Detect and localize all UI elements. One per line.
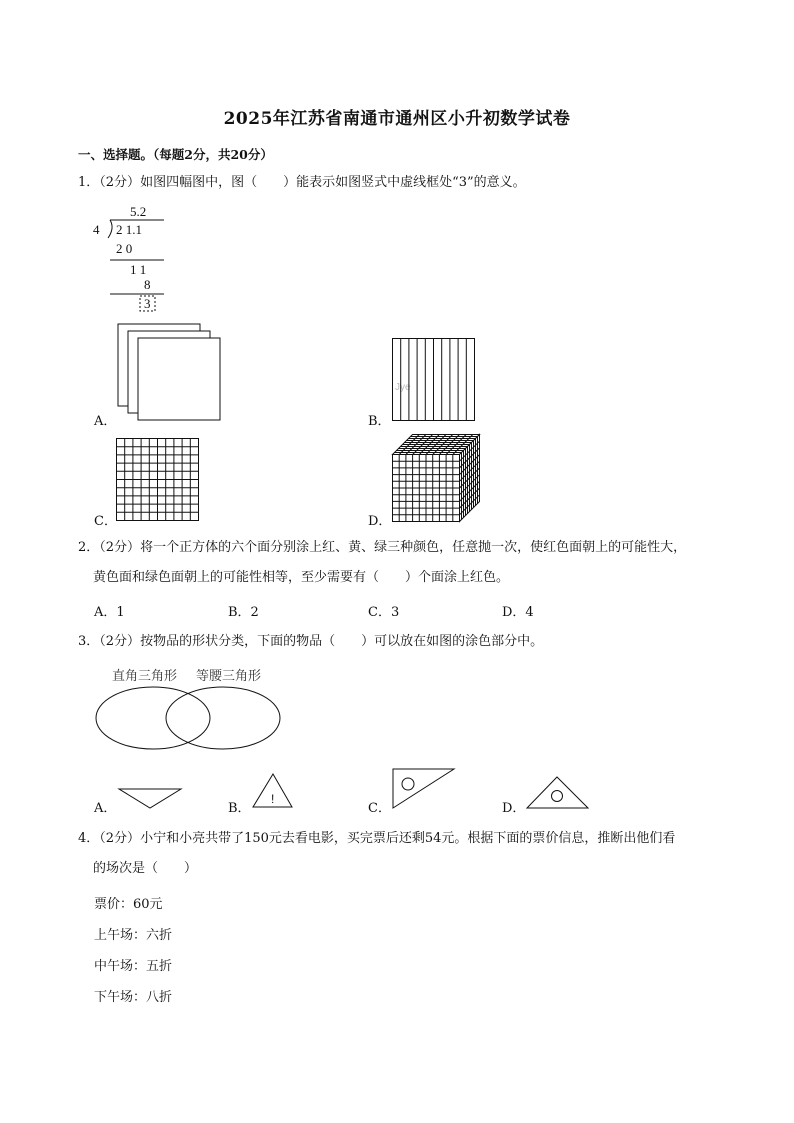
question-text-line-1: 将一个正方体的六个面分别涂上红、黄、绿三种颜色，任意抛一次，使红色面朝上的可能性大， bbox=[140, 540, 687, 555]
question-number: 4． bbox=[78, 831, 100, 846]
question-number: 2． bbox=[78, 540, 100, 555]
step-1: 2 0 bbox=[116, 241, 133, 256]
afternoon-show: 下午场：八折 bbox=[94, 990, 173, 1005]
q1-option-b-label[interactable]: B． bbox=[368, 414, 391, 429]
q3-option-a-label[interactable]: A． bbox=[94, 801, 117, 816]
division-bracket bbox=[108, 220, 112, 238]
page-title: 2025年江苏省南通市通州区小升初数学试卷 bbox=[223, 109, 571, 129]
section-heading: 一、选择题。（每题2分，共20分） bbox=[78, 147, 273, 162]
venn-diagram bbox=[96, 686, 286, 752]
q1-option-a-label[interactable]: A． bbox=[94, 414, 117, 429]
noon-show: 中午场：五折 bbox=[94, 959, 173, 974]
remainder: 3 bbox=[144, 296, 151, 311]
long-division-figure bbox=[88, 200, 178, 315]
question-number: 1． bbox=[78, 175, 100, 190]
q3-option-c-label[interactable]: C． bbox=[368, 801, 391, 816]
question-4 bbox=[78, 824, 675, 884]
question-text-line-1: 小宁和小亮共带了150元去看电影，买完票后还剩54元。根据下面的票价信息，推断出他们看 bbox=[140, 831, 676, 846]
question-2 bbox=[78, 533, 686, 593]
question-text: 按物品的形状分类，下面的物品（ ）可以放在如图的涂色部分中。 bbox=[140, 634, 544, 649]
q3-option-a-figure[interactable] bbox=[118, 788, 184, 810]
q2-option-b[interactable]: B．2 bbox=[228, 605, 259, 620]
question-score: （2分） bbox=[99, 634, 141, 649]
q3-option-c-figure[interactable] bbox=[392, 768, 458, 810]
quotient: 5.2 bbox=[130, 204, 147, 219]
morning-show: 上午场：六折 bbox=[94, 928, 173, 943]
venn-label-right-triangle: 直角三角形 bbox=[112, 669, 178, 684]
q2-option-d[interactable]: D．4 bbox=[502, 605, 534, 620]
question-score: （2分） bbox=[99, 175, 141, 190]
question-text-line-2: 的场次是（ ） bbox=[93, 861, 198, 876]
q1-option-a-figure[interactable] bbox=[116, 322, 226, 422]
q1-option-d-label[interactable]: D． bbox=[368, 514, 392, 529]
q2-option-c[interactable]: C．3 bbox=[368, 605, 400, 620]
dividend: 2 1.1 bbox=[116, 222, 142, 237]
q1-option-c-label[interactable]: C． bbox=[94, 514, 117, 529]
q3-option-d-label[interactable]: D． bbox=[502, 801, 526, 816]
question-3 bbox=[78, 627, 543, 657]
question-score: （2分） bbox=[99, 831, 141, 846]
question-score: （2分） bbox=[99, 540, 141, 555]
warning-mark: ! bbox=[271, 792, 275, 806]
venn-label-isosceles-triangle: 等腰三角形 bbox=[196, 669, 262, 684]
ticket-price: 票价：60元 bbox=[94, 897, 163, 912]
step-3: 8 bbox=[144, 277, 151, 292]
watermark: Jye bbox=[395, 382, 411, 393]
question-text-line-2: 黄色面和绿色面朝上的可能性相等，至少需要有（ ）个面涂上红色。 bbox=[93, 570, 510, 585]
q3-option-d-figure[interactable] bbox=[526, 776, 590, 810]
question-1 bbox=[78, 168, 526, 198]
q1-option-c-figure[interactable] bbox=[116, 438, 200, 522]
divisor: 4 bbox=[93, 222, 100, 237]
question-number: 3． bbox=[78, 634, 100, 649]
q1-option-d-figure[interactable] bbox=[392, 432, 482, 524]
question-text: 如图四幅图中，图（ ）能表示如图竖式中虚线框处“3”的意义。 bbox=[140, 175, 526, 190]
q3-option-b-label[interactable]: B． bbox=[228, 801, 251, 816]
q3-option-b-figure[interactable] bbox=[252, 773, 294, 809]
q2-option-a[interactable]: A．1 bbox=[94, 605, 125, 620]
step-2: 1 1 bbox=[130, 262, 147, 277]
q1-option-b-figure[interactable] bbox=[392, 338, 476, 422]
